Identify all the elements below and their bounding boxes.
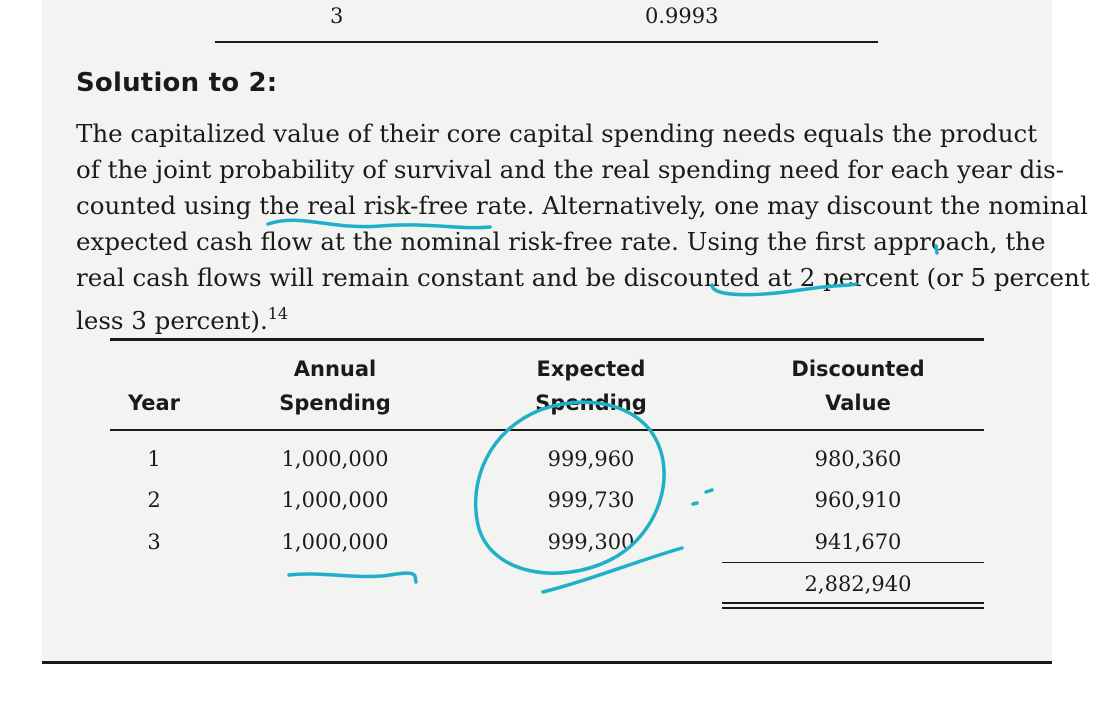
header-expected-line-1: Expected (536, 357, 646, 381)
row-1-annual: 1,000,000 (281, 447, 389, 471)
previous-table-value: 0.9993 (645, 4, 719, 28)
solution-heading: Solution to 2: (76, 68, 278, 98)
row-1-discounted: 980,360 (814, 447, 902, 471)
paragraph-line-5: real cash flows will remain constant and be discounted at 2 percent (or 5 percent (76, 263, 1090, 292)
header-discounted-line-2: Value (825, 391, 891, 415)
total-double-rule-top (722, 602, 984, 604)
header-annual-line-1: Annual (293, 357, 377, 381)
row-1-expected: 999,960 (547, 447, 635, 471)
previous-table-rule (215, 41, 878, 43)
row-3-annual: 1,000,000 (281, 530, 389, 554)
header-annual-line-2: Spending (279, 391, 391, 415)
row-2-discounted: 960,910 (814, 488, 902, 512)
row-3-year: 3 (147, 530, 161, 554)
row-1-year: 1 (147, 447, 161, 471)
table-header-rule (110, 429, 984, 431)
previous-table-year: 3 (330, 4, 344, 28)
table-top-rule (110, 338, 984, 341)
paragraph-line-3: counted using the real risk-free rate. Alternatively, one may discount the nominal (76, 191, 1089, 220)
footnote-reference: 14 (267, 304, 289, 323)
paragraph-line-6-text: less 3 percent). (76, 306, 268, 335)
row-3-discounted: 941,670 (814, 530, 902, 554)
total-value: 2,882,940 (804, 572, 912, 596)
total-rule (722, 562, 984, 563)
row-3-expected: 999,300 (547, 530, 635, 554)
row-2-year: 2 (147, 488, 161, 512)
paragraph-line-4: expected cash flow at the nominal risk-free rate. Using the first approach, the (76, 227, 1046, 256)
paragraph-line-1: The capitalized value of their core capital spending needs equals the product (76, 119, 1038, 148)
header-discounted-line-1: Discounted (791, 357, 925, 381)
header-year: Year (127, 391, 181, 415)
row-2-annual: 1,000,000 (281, 488, 389, 512)
header-expected-line-2: Spending (535, 391, 647, 415)
row-2-expected: 999,730 (547, 488, 635, 512)
paragraph-line-2: of the joint probability of survival and the real spending need for each year dis- (76, 155, 1064, 184)
page-bottom-rule (42, 661, 1052, 664)
total-double-rule-bottom (722, 607, 984, 609)
paragraph-line-6 (76, 296, 1020, 339)
